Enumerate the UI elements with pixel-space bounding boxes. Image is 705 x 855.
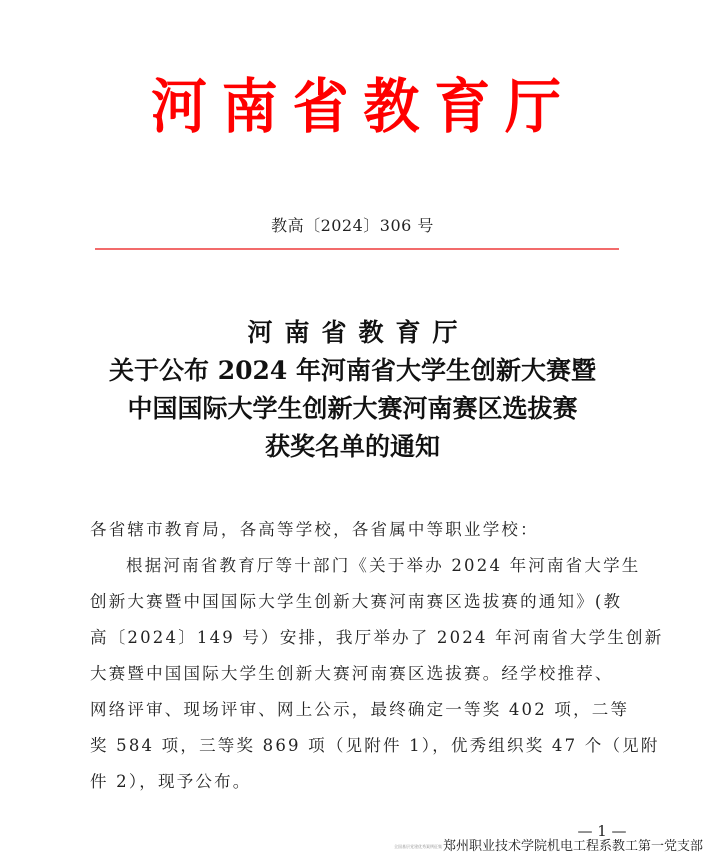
issuer-char: 省 — [292, 72, 349, 142]
title-line: 获奖名单的通知 — [264, 432, 440, 461]
body-line: 根据河南省教育厅等十部门《关于举办 2024 年河南省大学生 — [126, 556, 641, 575]
source-watermark — [394, 839, 703, 855]
document-title — [0, 314, 705, 466]
body-line: 奖 584 项，三等奖 869 项（见附件 1），优秀组织奖 47 个（见附 — [90, 736, 660, 755]
issuer-char: 河 — [151, 72, 207, 142]
body-line: 网络评审、现场评审、网上公示，最终确定一等奖 402 项，二等 — [90, 700, 630, 719]
issuer-char: 南 — [221, 72, 278, 142]
title-line: 关于公布 2024 年河南省大学生创新大赛暨 — [109, 356, 596, 385]
issuer-red-header — [150, 70, 562, 144]
red-divider-rule — [95, 248, 619, 250]
issuer-char: 教 — [363, 72, 420, 142]
page-number: — 1 — — [577, 822, 627, 840]
body-line: 高〔2024〕149 号）安排，我厅举办了 2024 年河南省大学生创新 — [90, 628, 664, 647]
salutation: 各省辖市教育局，各高等学校，各省属中等职业学校： — [90, 520, 539, 539]
title-line: 中国国际大学生创新大赛河南赛区选拔赛 — [127, 394, 578, 423]
body-line: 大赛暨中国国际大学生创新大赛河南赛区选拔赛。经学校推荐、 — [90, 664, 614, 683]
issuer-char: 育 — [434, 72, 491, 142]
body-line: 创新大赛暨中国国际大学生创新大赛河南赛区选拔赛的通知》(教 — [90, 592, 623, 611]
body-line: 件 2），现予公布。 — [90, 772, 252, 791]
watermark-prefix: 全国基层党建优秀案例征集 — [393, 844, 442, 849]
document-number: 教高〔2024〕306 号 — [271, 216, 434, 235]
document-body — [90, 512, 664, 800]
title-line-issuer: 河南省教育厅 — [247, 318, 470, 347]
watermark-text: 郑州职业技术学院机电工程系教工第一党支部 — [442, 839, 703, 854]
issuer-char: 厅 — [504, 72, 561, 142]
